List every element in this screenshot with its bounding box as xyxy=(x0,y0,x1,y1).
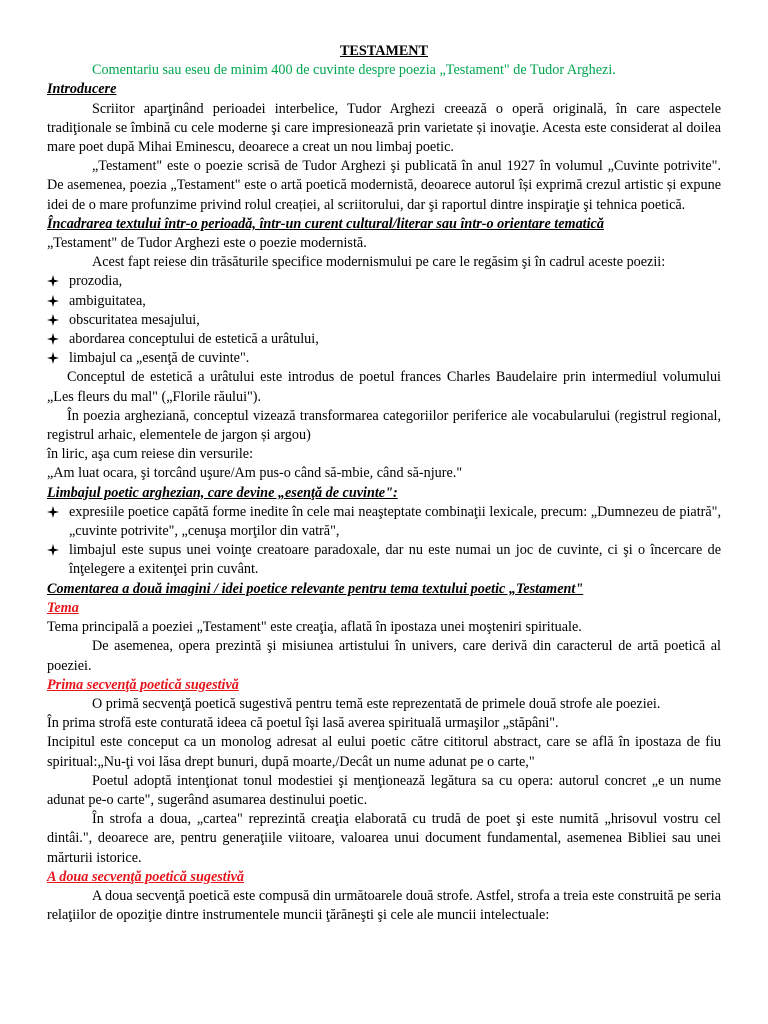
four-point-star-icon xyxy=(47,349,61,368)
list-item-text: prozodia, xyxy=(69,273,123,290)
list-item-text: obscuritatea mesajului, xyxy=(69,311,200,328)
list-item xyxy=(47,541,721,579)
list-item-text: limbajul este supus unei voinţe creatoare paradoxale, dar nu este numai un joc de cuvinte, ci şi o încercare de înţelegere a exitenţei prin cuvânt. xyxy=(69,542,721,578)
four-point-star-icon xyxy=(47,503,61,522)
list-item xyxy=(47,349,721,368)
paragraph: Scriitor aparţinând perioadei interbelice, Tudor Arghezi creează o operă originală, în care aspectele tradiţionale se îmbină cu cele moderne şi care impresionează prin varietate și inovaţie. Acesta este considerat al doilea mare poet după Mihai Eminescu, deoarece a creat un nou limbaj poetic. xyxy=(47,100,721,156)
paragraph: Tema principală a poeziei „Testament" este creaţia, aflată în ipostaza unei moşteniri spirituale. xyxy=(47,619,582,636)
paragraph: în liric, aşa cum reiese din versurile: xyxy=(47,446,254,463)
list-item-text: expresiile poetice capătă forme inedite în cele mai neaşteptate combinaţii lexicale, precum: „Dumnezeu de piatră", „cuvinte potrivite", „cenuşa morţilor din vatră", xyxy=(69,503,721,540)
paragraph: Poetul adoptă intenţionat tonul modestiei şi menţionează legătura sa cu opera: autorul concret „e un nume adunat pe-o carte", sugerând asumarea destinului poetic. xyxy=(47,772,721,808)
list-item xyxy=(47,292,721,311)
paragraph: „Testament" de Tudor Arghezi este o poezie modernistă. xyxy=(47,235,367,252)
bullet-list-language xyxy=(47,503,721,580)
paragraph: Acest fapt reiese din trăsăturile specifice modernismului pe care le regăsim şi în cadrul aceste poezii: xyxy=(92,254,666,271)
four-point-star-icon xyxy=(47,311,61,330)
list-item-text: ambiguitatea, xyxy=(69,292,146,309)
paragraph: De asemenea, opera prezintă şi misiunea artistului în univers, care derivă din caracterul de artă poetică al poeziei. xyxy=(47,638,721,674)
list-item-text: abordarea conceptului de estetică a urâtului, xyxy=(69,331,319,348)
heading-tema: Tema xyxy=(47,599,79,616)
quote: „Am luat ocara, şi torcând uşure/Am pus-o când să-mbie, când să-njure." xyxy=(47,465,463,482)
list-item xyxy=(47,311,721,330)
heading-introducere: Introducere xyxy=(47,81,117,98)
paragraph: Incipitul este conceput ca un monolog adresat al eului poetic către cititorul abstract, care se află în ipostaza de fiu spiritual:„Nu-ţi voi lăsa drept bunuri, după moarte,/Decât un nume adunat pe o carte," xyxy=(47,734,721,770)
paragraph: Conceptul de estetică a urâtului este introdus de poetul frances Charles Baudelaire prin intermediul volumului „Les fleurs du mal" („Florile răului"). xyxy=(47,369,721,405)
bullet-list-modernism xyxy=(47,272,721,368)
paragraph: „Testament" este o poezie scrisă de Tudor Arghezi şi publicată în anul 1927 în volumul „Cuvinte potrivite". De asemenea, poezia „Testament" este o artă poetică modernistă, deoarece autorul își exprimă crezul artistic și expune idei de o mare profunzime privind rolul creației, al scriitorului, dar şi raportul dintre inspiraţie şi tehnica poetică. xyxy=(47,158,721,213)
four-point-star-icon xyxy=(47,272,61,291)
heading-limbajul: Limbajul poetic arghezian, care devine „esenţă de cuvinte": xyxy=(47,484,398,501)
document-subtitle: Comentariu sau eseu de minim 400 de cuvinte despre poezia „Testament" de Tudor Arghezi. xyxy=(92,62,616,79)
paragraph: A doua secvenţă poetică este compusă din următoarele două strofe. Astfel, strofa a treia este construită pe seria relaţiilor de opoziţie dintre instrumentele muncii ţărăneşti şi cele ale muncii intelectuale: xyxy=(47,887,721,924)
heading-incadrarea: Încadrarea textului într-o perioadă, într-un curent cultural/literar sau într-o orientare tematică xyxy=(47,215,604,232)
four-point-star-icon xyxy=(47,330,61,349)
heading-comentarea: Comentarea a două imagini / idei poetice relevante pentru tema textului poetic „Testament" xyxy=(47,580,584,597)
list-item xyxy=(47,272,721,291)
paragraph: În strofa a doua, „cartea" reprezintă creaţia elaborată cu trudă de poet şi este numită „hrisovul vostru cel dintâi.", deoarece are, pentru generaţiile viitoare, valoarea unui document fundamental, asemenea Bibliei sau unei mărturii istorice. xyxy=(47,811,721,866)
paragraph: O primă secvenţă poetică sugestivă pentru temă este reprezentată de primele două strofe ale poeziei. xyxy=(92,695,661,712)
list-item-text: limbajul ca „esenţă de cuvinte". xyxy=(69,350,250,367)
heading-a-doua-secventa: A doua secvenţă poetică sugestivă xyxy=(47,868,245,885)
four-point-star-icon xyxy=(47,541,61,560)
list-item xyxy=(47,330,721,349)
paragraph: În prima strofă este conturată ideea că poetul îşi lasă averea spirituală urmaşilor „stăpâni". xyxy=(47,715,559,732)
list-item xyxy=(47,503,721,541)
four-point-star-icon xyxy=(47,292,61,311)
paragraph: În poezia argheziană, conceptul vizează transformarea categoriilor periferice ale vocabularului (registrul regional, registrul arhaic, elementele de jargon și argou) xyxy=(47,407,721,444)
heading-prima-secventa: Prima secvenţă poetică sugestivă xyxy=(47,676,239,693)
document-title: TESTAMENT xyxy=(339,43,429,59)
